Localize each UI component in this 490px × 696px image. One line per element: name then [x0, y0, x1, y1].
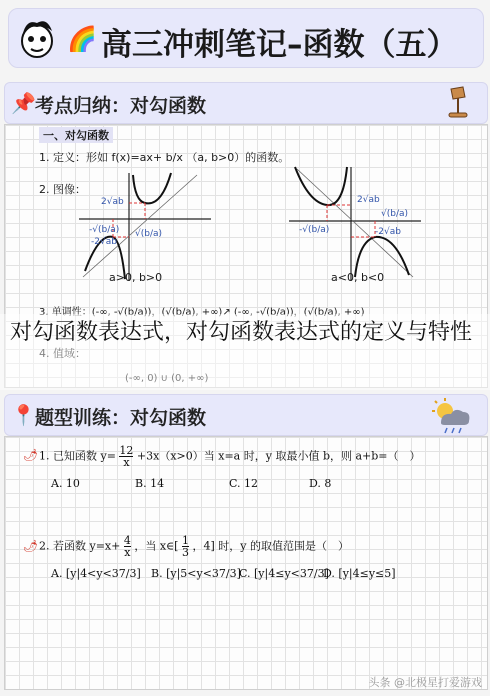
range-value: (-∞, 0) ∪ (0, +∞) — [125, 373, 209, 384]
rainbow-icon: 🌈 — [67, 25, 97, 53]
notes-heading: 一、对勾函数 — [39, 127, 113, 143]
watermark: 头条 @北极星打爱游戏 — [368, 676, 482, 689]
graph-a-label-top: 2√ab — [101, 197, 124, 207]
practice-paper — [4, 436, 488, 690]
graph-b-label-root: √(b/a) — [381, 209, 409, 219]
cartoon-face-icon — [17, 17, 57, 59]
q2-option-a[interactable]: A. [y|4<y<37/3] — [51, 567, 141, 580]
section-header-concepts — [4, 82, 488, 124]
q2-option-b[interactable]: B. [y|5<y<37/3] — [151, 567, 241, 580]
q1-option-d[interactable]: D. 8 — [309, 477, 332, 490]
pushpin-icon: 📌 — [11, 91, 36, 115]
graph-a-negative — [285, 165, 425, 283]
definition-line: 1. 定义：形如 f(x)=ax+ b/x （a, b>0）的函数。 — [39, 151, 290, 164]
title-bar — [8, 8, 484, 68]
graph-a-label-bottom: -2√ab — [91, 237, 117, 247]
chili-icon: 🌶 — [23, 448, 39, 462]
monotonicity-line: 3. 单调性：(-∞, -√(b/a))，(√(b/a), +∞)↗ (-∞, -√(b/a))，(√(b/a), +∞) — [39, 307, 365, 318]
section-header-practice — [4, 394, 488, 436]
desk-lamp-icon — [443, 85, 473, 119]
chili-icon: 🌶 — [23, 539, 39, 553]
question-2: 2. 若函数 y=x+ $\frac{4}{x}$ ，当 x∈[ $\frac{1}{3}$ ，4] 时，y 的取值范围是（ ） — [39, 534, 349, 559]
sun-cloud-rain-icon — [429, 397, 473, 435]
question-1: 1. 已知函数 y= $\frac{12}{x}$ +3x（x>0）当 x=a 时，y 取最小值 b，则 a+b=（ ） — [39, 444, 421, 469]
q1-option-c[interactable]: C. 12 — [229, 477, 259, 490]
page-title: 高三冲刺笔记–函数（五） — [101, 27, 458, 63]
q1-option-b[interactable]: B. 14 — [135, 477, 165, 490]
graph-b-label-neg-root: -√(b/a) — [299, 225, 330, 235]
q2-option-c[interactable]: C. [y|4≤y<37/3] — [239, 567, 329, 580]
graph-b-label-bottom: -2√ab — [375, 227, 401, 237]
section-title: 考点归纳：对勾函数 — [35, 95, 207, 117]
range-label: 4. 值域： — [39, 347, 86, 360]
section-title: 题型训练：对勾函数 — [35, 407, 207, 429]
graph-a-condition: a>0, b>0 — [109, 271, 163, 284]
graph-b-condition: a<0, b<0 — [331, 271, 385, 284]
graph-a-label-neg-root: -√(b/a) — [89, 225, 120, 235]
caption-text: 对勾函数表达式，对勾函数表达式的定义与特性 — [10, 320, 473, 345]
graph-a-label-root: √(b/a) — [135, 229, 163, 239]
q2-option-d[interactable]: D. [y|4≤y≤5] — [323, 567, 396, 580]
round-pushpin-icon: 📍 — [11, 403, 36, 427]
q1-option-a[interactable]: A. 10 — [51, 477, 80, 490]
graph-heading: 2. 图像： — [39, 183, 86, 196]
graph-b-label-top: 2√ab — [357, 195, 380, 205]
